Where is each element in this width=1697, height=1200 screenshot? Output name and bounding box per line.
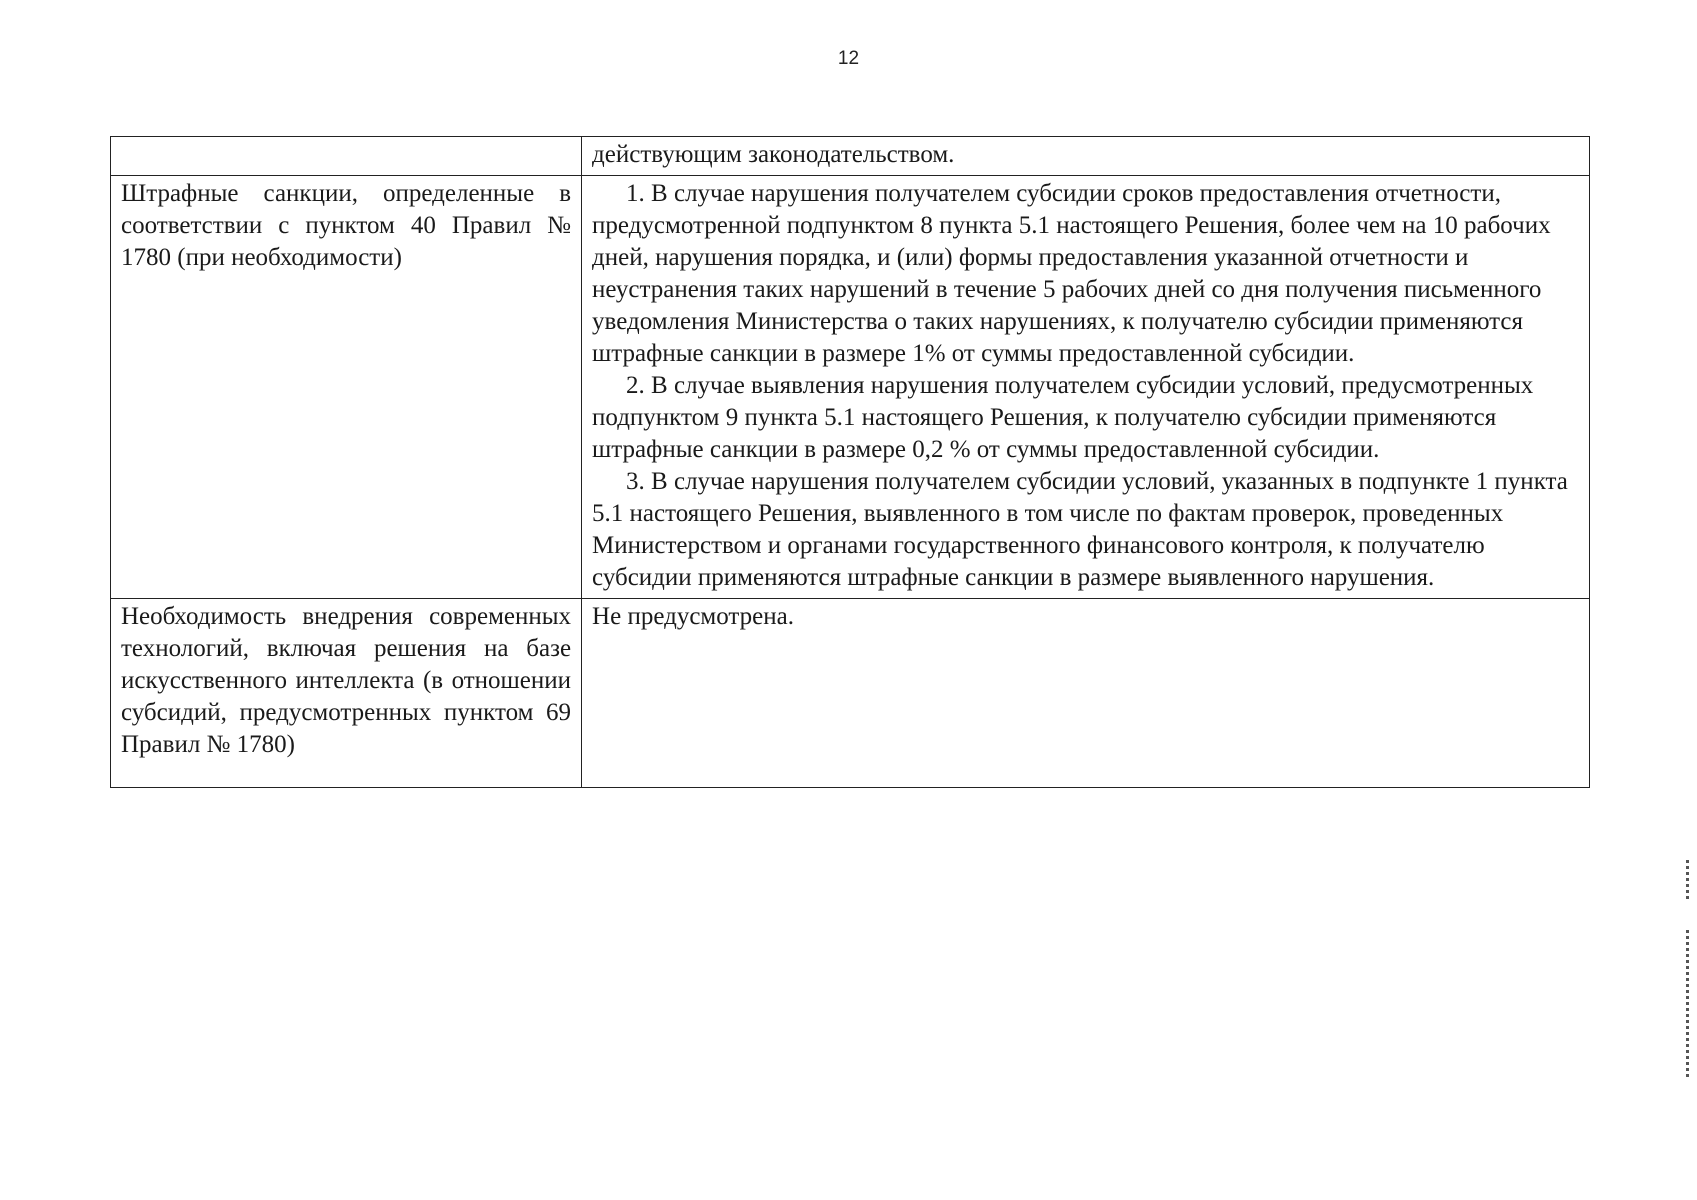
table-row	[111, 176, 1590, 599]
table-cell-value	[582, 599, 1590, 788]
continuation-text: действующим законодательством.	[592, 141, 955, 168]
table-cell-label	[111, 137, 582, 176]
table-cell-label: Необходимость внедрения современных технологий, включая решения на базе искусственного интеллекта (в отношении субсидий, предусмотренных пунктом 69 Правил № 1780)	[111, 599, 582, 788]
table-cell-value	[582, 176, 1590, 599]
penalty-item-2: 2. В случае выявления нарушения получателем субсидии условий, предусмотренных подпунктом 9 пункта 5.1 настоящего Решения, к получателю субсидии применяются штрафные санкции в размере 0,2 % от суммы предоставленной субсидии.	[592, 372, 1534, 463]
table-cell-value	[582, 137, 1590, 176]
scan-artifact-mark	[1686, 930, 1689, 1080]
table-cell-label: Штрафные санкции, определенные в соответствии с пунктом 40 Правил № 1780 (при необходимости)	[111, 176, 582, 599]
table-row	[111, 599, 1590, 788]
not-provided-text: Не предусмотрена.	[592, 603, 794, 630]
page-number: 12	[837, 48, 860, 69]
table-row	[111, 137, 1590, 176]
penalty-item-3: 3. В случае нарушения получателем субсидии условий, указанных в подпункте 1 пункта 5.1 настоящего Решения, выявленного в том числе по фактам проверок, проведенных Министерством и органами государственного финансового контроля, к получателю субсидии применяются штрафные санкции в размере выявленного нарушения.	[592, 468, 1568, 591]
penalty-item-1: 1. В случае нарушения получателем субсидии сроков предоставления отчетности, предусмотренной подпунктом 8 пункта 5.1 настоящего Решения, более чем на 10 рабочих дней, нарушения порядка, и (или) формы предоставления указанной отчетности и неустранения таких нарушений в течение 5 рабочих дней со дня получения письменного уведомления Министерства о таких нарушениях, к получателю субсидии применяются штрафные санкции в размере 1% от суммы предоставленной субсидии.	[592, 180, 1551, 367]
conditions-table	[110, 136, 1590, 788]
scan-artifact-mark	[1686, 860, 1689, 900]
